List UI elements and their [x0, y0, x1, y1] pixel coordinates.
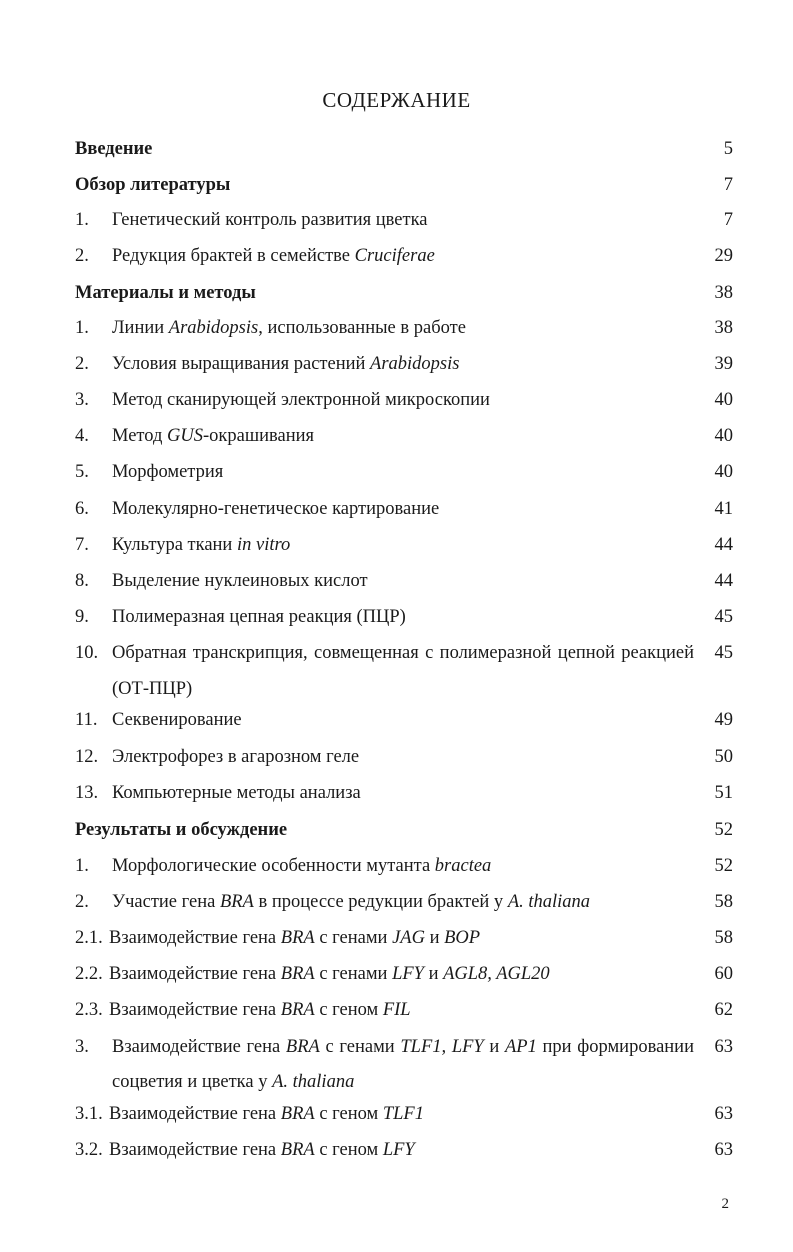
toc-page-number: 39 — [714, 354, 733, 374]
toc-page-number: 50 — [714, 747, 733, 767]
toc-entry — [0, 535, 793, 565]
toc-item-text: Взаимодействие гена BRA с генами TLF1, LFY и AP1 при формировании — [112, 1037, 694, 1057]
toc-entry — [0, 499, 793, 529]
toc-page-number: 40 — [714, 390, 733, 410]
toc-item-continuation: (ОТ-ПЦР) — [112, 679, 193, 699]
toc-item-text: Взаимодействие гена BRA с геном FIL — [109, 1000, 411, 1020]
toc-item-text: Секвенирование — [112, 710, 242, 730]
page-number: 2 — [721, 1196, 729, 1212]
toc-item-continuation: соцветия и цветка у A. thaliana — [112, 1072, 355, 1092]
toc-page-number: 38 — [714, 318, 733, 338]
toc-item-text: Электрофорез в агарозном геле — [112, 747, 360, 767]
toc-page-number: 5 — [723, 139, 733, 159]
toc-page-number: 49 — [714, 710, 733, 730]
toc-entry — [0, 820, 793, 850]
toc-page-number: 45 — [714, 607, 733, 627]
toc-entry — [0, 175, 793, 205]
toc-item-text: Линии Arabidopsis, использованные в работе — [112, 318, 466, 338]
toc-item-text: Взаимодействие гена BRA с геном LFY — [109, 1140, 415, 1160]
toc-entry — [0, 1104, 793, 1134]
toc-item-text: Культура ткани in vitro — [112, 535, 291, 555]
toc-entry — [0, 139, 793, 169]
toc-item-number: 2.2. — [75, 964, 103, 984]
toc-page-number: 62 — [714, 1000, 733, 1020]
toc-page-number: 29 — [714, 246, 733, 266]
toc-page-number: 45 — [714, 643, 733, 663]
toc-page-number: 44 — [714, 571, 733, 591]
toc-entry — [0, 210, 793, 240]
toc-page-number: 7 — [723, 175, 733, 195]
toc-entry — [0, 747, 793, 777]
toc-item-text: Морфологические особенности мутанта bractea — [112, 856, 492, 876]
toc-entry — [0, 928, 793, 958]
toc-page-number: 38 — [714, 283, 733, 303]
toc-item-number: 3.2. — [75, 1140, 103, 1160]
toc-section-heading: Результаты и обсуждение — [75, 820, 288, 840]
toc-entry — [0, 710, 793, 740]
toc-item-text: Обратная транскрипция, совмещенная с полимеразной цепной реакцией — [112, 643, 694, 663]
toc-page-number: 58 — [714, 892, 733, 912]
toc-page-number: 60 — [714, 964, 733, 984]
toc-item-text: Взаимодействие гена BRA с геном TLF1 — [109, 1104, 424, 1124]
toc-entry — [0, 571, 793, 601]
toc-item-text: Метод GUS-окрашивания — [112, 426, 315, 446]
toc-item-text: Метод сканирующей электронной микроскопии — [112, 390, 490, 410]
toc-entry — [0, 1000, 793, 1030]
toc-section-heading: Материалы и методы — [75, 283, 256, 303]
toc-item-text: Участие гена BRA в процессе редукции брактей у A. thaliana — [112, 892, 591, 912]
toc-item-number: 9. — [75, 607, 89, 627]
toc-entry — [0, 892, 793, 922]
toc-item-number: 2.3. — [75, 1000, 103, 1020]
toc-entry — [0, 856, 793, 886]
toc-entry — [0, 1037, 793, 1067]
toc-item-number: 3.1. — [75, 1104, 103, 1124]
toc-item-number: 12. — [75, 747, 99, 767]
toc-item-number: 3. — [75, 1037, 89, 1057]
toc-entry — [0, 462, 793, 492]
toc-item-text: Редукция брактей в семействе Cruciferae — [112, 246, 435, 266]
toc-page-number: 63 — [714, 1037, 733, 1057]
toc-item-number: 13. — [75, 783, 99, 803]
toc-page-number: 58 — [714, 928, 733, 948]
toc-entry — [0, 607, 793, 637]
toc-entry — [0, 1140, 793, 1170]
toc-item-text: Полимеразная цепная реакция (ПЦР) — [112, 607, 406, 627]
toc-page-number: 40 — [714, 462, 733, 482]
toc-item-text: Компьютерные методы анализа — [112, 783, 361, 803]
toc-entry — [0, 283, 793, 313]
toc-entry — [0, 426, 793, 456]
toc-page-number: 52 — [714, 820, 733, 840]
page-title: СОДЕРЖАНИЕ — [322, 88, 471, 112]
toc-page-number: 41 — [714, 499, 733, 519]
toc-item-number: 8. — [75, 571, 89, 591]
toc-section-heading: Введение — [75, 139, 153, 159]
toc-item-number: 2. — [75, 892, 89, 912]
toc-item-text: Условия выращивания растений Arabidopsis — [112, 354, 460, 374]
toc-item-number: 2. — [75, 354, 89, 374]
toc-item-text: Морфометрия — [112, 462, 224, 482]
toc-item-number: 6. — [75, 499, 89, 519]
toc-page-number: 7 — [723, 210, 733, 230]
toc-item-number: 1. — [75, 856, 89, 876]
toc-item-number: 2. — [75, 246, 89, 266]
toc-entry — [0, 390, 793, 420]
toc-item-number: 11. — [75, 710, 98, 730]
toc-item-number: 1. — [75, 210, 89, 230]
toc-entry — [0, 318, 793, 348]
toc-page-number: 63 — [714, 1104, 733, 1124]
toc-item-text: Генетический контроль развития цветка — [112, 210, 428, 230]
toc-item-number: 4. — [75, 426, 89, 446]
toc-item-number: 5. — [75, 462, 89, 482]
toc-page-number: 52 — [714, 856, 733, 876]
toc-entry — [0, 354, 793, 384]
toc-page-number: 40 — [714, 426, 733, 446]
toc-page-number: 63 — [714, 1140, 733, 1160]
toc-item-number: 7. — [75, 535, 89, 555]
toc-page-number: 44 — [714, 535, 733, 555]
toc-entry — [0, 964, 793, 994]
toc-item-number: 1. — [75, 318, 89, 338]
toc-item-text: Молекулярно-генетическое картирование — [112, 499, 440, 519]
toc-item-number: 3. — [75, 390, 89, 410]
toc-item-text: Взаимодействие гена BRA с генами LFY и AGL8, AGL20 — [109, 964, 550, 984]
toc-item-number: 2.1. — [75, 928, 103, 948]
toc-section-heading: Обзор литературы — [75, 175, 231, 195]
toc-entry — [0, 246, 793, 276]
toc-item-text: Выделение нуклеиновых кислот — [112, 571, 368, 591]
toc-item-text: Взаимодействие гена BRA с генами JAG и BOP — [109, 928, 481, 948]
toc-entry — [0, 643, 793, 673]
toc-entry — [0, 783, 793, 813]
toc-item-number: 10. — [75, 643, 99, 663]
toc-page-number: 51 — [714, 783, 733, 803]
